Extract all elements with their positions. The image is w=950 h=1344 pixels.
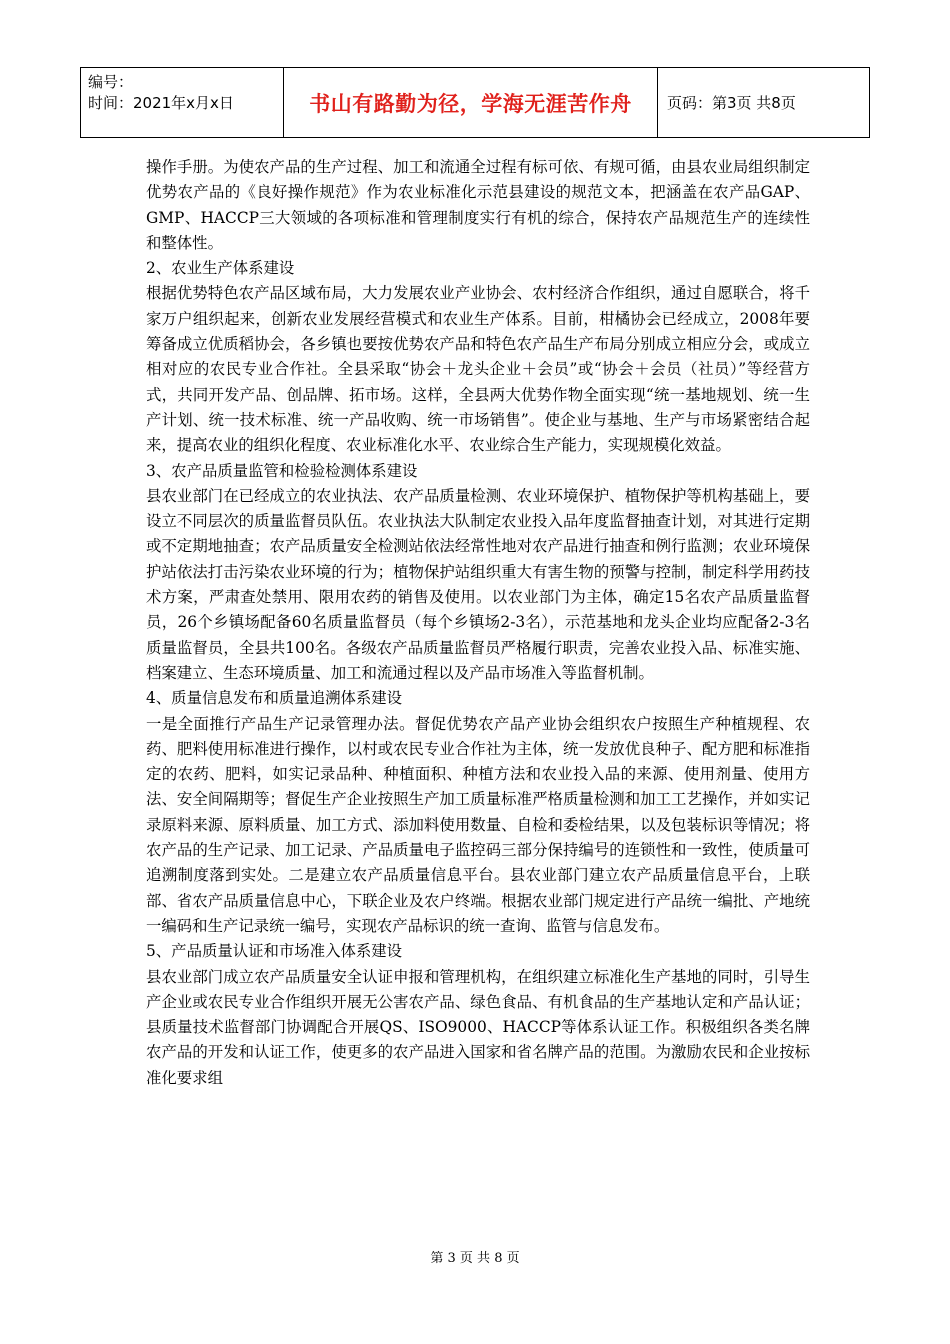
paragraph: 根据优势特色农产品区域布局，大力发展农业产业协会、农村经济合作组织，通过自愿联合，将千家万户组织起来，创新农业发展经营模式和农业生产体系。目前，柑橘协会已经成立，2008年要筹备成立优质稻协会，各乡镇也要按优势农产品和特色农产品生产布局分别成立相应分会，或成立相对应的农民专业合作社。全县采取“协会＋龙头企业＋会员”或“协会＋会员（社员）”等经营方式，共同开发产品、创品牌、拓市场。这样，全县两大优势作物全面实现“统一基地规划、统一生产计划、统一技术标准、统一产品收购、统一市场销售”。使企业与基地、生产与市场紧密结合起来，提高农业的组织化程度、农业标准化水平、农业综合生产能力，实现规模化效益。	[146, 284, 810, 455]
paragraph: 操作手册。为使农产品的生产过程、加工和流通全过程有标可依、有规可循，由县农业局组织制定优势农产品的《良好操作规范》作为农业标准化示范县建设的规范文本，把涵盖在农产品GAP、GMP、HACCP三大领域的各项标准和管理制度实行有机的综合，保持农产品规范生产的连续性和整体性。	[146, 158, 810, 252]
section-heading: 2、农业生产体系建设	[146, 259, 295, 278]
page-footer: 第 3 页 共 8 页	[430, 1251, 520, 1266]
paragraph: 县农业部门成立农产品质量安全认证申报和管理机构，在组织建立标准化生产基地的同时，引导生产企业或农民专业合作组织开展无公害农产品、绿色食品、有机食品的生产基地认定和产品认证；县质量技术监督部门协调配合开展QS、ISO9000、HACCP等体系认证工作。积极组织各类名牌农产品的开发和认证工作，使更多的农产品进入国家和省名牌产品的范围。为激励农民和企业按标准化要求组	[146, 967, 810, 1087]
section-heading: 3、农产品质量监管和检验检测体系建设	[146, 461, 418, 480]
document-body	[146, 155, 810, 1091]
document-date: 时间：2021年x月x日	[88, 94, 234, 112]
paragraph: 县农业部门在已经成立的农业执法、农产品质量检测、农业环境保护、植物保护等机构基础上，要设立不同层次的质量监督员队伍。农业执法大队制定农业投入品年度监督抽查计划，对其进行定期或不定期地抽查；农产品质量安全检测站依法经常性地对农产品进行抽查和例行监测；农业环境保护站依法打击污染农业环境的行为；植物保护站组织重大有害生物的预警与控制，制定科学用药技术方案，严肃查处禁用、限用农药的销售及使用。以农业部门为主体，确定15名农产品质量监督员，26个乡镇场配备60名质量监督员（每个乡镇场2-3名），示范基地和龙头企业均应配备2-3名质量监督员，全县共100名。各级农产品质量监督员严格履行职责，完善农业投入品、标准实施、档案建立、生态环境质量、加工和流通过程以及产品市场准入等监督机制。	[146, 486, 810, 682]
section-heading: 4、质量信息发布和质量追溯体系建设	[146, 689, 403, 708]
paragraph: 一是全面推行产品生产记录管理办法。督促优势农产品产业协会组织农户按照生产种植规程、农药、肥料使用标准进行操作，以村或农民专业合作社为主体，统一发放优良种子、配方肥和标准指定的农药、肥料，如实记录品种、种植面积、种植方法和农业投入品的来源、使用剂量、使用方法、安全间隔期等；督促生产企业按照生产加工质量标准严格质量检测和加工工艺操作，并如实记录原料来源、原料质量、加工方式、添加料使用数量、自检和委检结果，以及包装标识等情况；将农产品的生产记录、加工记录、产品质量电子监控码三部分保持编号的连锁性和一致性，使质量可追溯制度落到实处。二是建立农产品质量信息平台。县农业部门建立农产品质量信息平台，上联部、省农产品质量信息中心，下联企业及农户终端。根据农业部门规定进行产品统一编批、产地统一编码和生产记录统一编号，实现农产品标识的统一查询、监管与信息发布。	[146, 714, 810, 935]
document-number: 编号：	[88, 73, 134, 91]
header-page-number: 页码：第3页 共8页	[667, 94, 796, 112]
section-heading: 5、产品质量认证和市场准入体系建设	[146, 942, 403, 961]
header-meta	[81, 68, 284, 137]
page-header	[80, 67, 870, 138]
header-motto: 书山有路勤为径，学海无涯苦作舟	[284, 68, 658, 137]
